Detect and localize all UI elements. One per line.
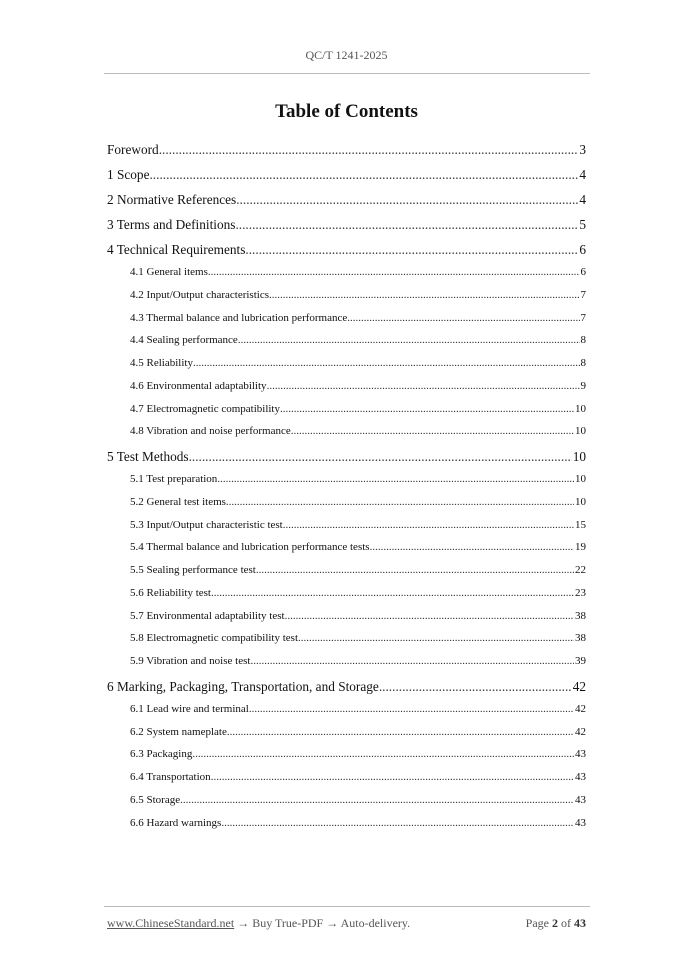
toc-entry-page: 15	[575, 518, 586, 531]
toc-entry[interactable]	[107, 398, 586, 421]
toc-entry-page: 4	[579, 192, 586, 207]
toc-entry-page: 38	[575, 609, 586, 622]
toc-entry-page: 6	[580, 266, 586, 278]
toc-entry-page: 43	[575, 748, 586, 761]
toc-entry[interactable]	[107, 352, 586, 375]
toc-entry-page: 42	[572, 678, 586, 694]
toc-entry-page: 7	[580, 311, 586, 324]
toc-entry[interactable]	[107, 213, 586, 236]
toc-entry-page: 43	[575, 816, 586, 829]
toc-entry[interactable]	[107, 284, 586, 307]
toc-entry-label: 5.6 Reliability test	[130, 586, 211, 599]
dot-leader	[280, 398, 574, 421]
dot-leader	[180, 789, 574, 812]
toc-entry-label: Foreword	[107, 142, 159, 157]
toc-entry-label: 5 Test Methods	[107, 449, 189, 464]
toc-entry-page: 42	[575, 702, 586, 715]
toc-entry-page: 22	[575, 564, 586, 576]
website-link[interactable]: www.ChineseStandard.net	[107, 916, 235, 930]
toc-entry-label: 4.4 Sealing performance	[130, 334, 238, 347]
toc-entry[interactable]	[107, 536, 586, 559]
toc-entry-label: 5.9 Vibration and noise test	[130, 655, 251, 667]
toc-entry-label: 5.1 Test preparation	[130, 473, 218, 485]
arrow-icon: →	[237, 916, 250, 930]
toc-entry[interactable]	[107, 743, 586, 766]
dot-leader	[291, 420, 574, 443]
toc-entry-label: 6 Marking, Packaging, Transportation, and Storage	[107, 678, 379, 694]
toc-entry[interactable]	[107, 514, 586, 537]
dot-leader	[245, 238, 578, 261]
toc-entry-page: 39	[575, 655, 586, 667]
dot-leader	[193, 352, 580, 375]
toc-entry-page: 43	[575, 771, 586, 783]
toc-entry[interactable]	[107, 675, 586, 698]
dot-leader	[235, 213, 578, 236]
toc-entry[interactable]	[107, 188, 586, 211]
dot-leader	[379, 675, 572, 698]
toc-entry-page: 8	[580, 357, 586, 369]
toc-entry-page: 42	[575, 725, 586, 738]
toc-entry-label: 6.6 Hazard warnings	[130, 816, 222, 829]
dot-leader	[238, 329, 580, 352]
dot-leader	[347, 307, 579, 330]
toc-entry-label: 5.8 Electromagnetic compatibility test	[130, 632, 299, 645]
toc-entry[interactable]	[107, 789, 586, 812]
dot-leader	[221, 812, 574, 835]
toc-entry-page: 38	[575, 632, 586, 645]
toc-entry-label: 1 Scope	[107, 167, 150, 182]
dot-leader	[192, 743, 574, 766]
toc-entry-page: 6	[579, 242, 586, 257]
toc-entry-page: 5	[579, 217, 586, 232]
toc-entry[interactable]	[107, 721, 586, 744]
toc-entry-label: 4.1 General items	[130, 266, 208, 278]
toc-entry[interactable]	[107, 812, 586, 835]
dot-leader	[267, 375, 580, 398]
dot-leader	[211, 766, 574, 789]
toc-entry-label: 4.2 Input/Output characteristics	[130, 288, 269, 301]
total-pages: 43	[574, 916, 586, 930]
arrow-icon: →	[326, 916, 339, 930]
toc-entry-label: 4.5 Reliability	[130, 357, 193, 369]
page-title: Table of Contents	[275, 101, 418, 122]
dot-leader	[149, 163, 578, 186]
toc-entry[interactable]	[107, 445, 586, 468]
toc-entry-label: 4.6 Environmental adaptability	[130, 379, 267, 392]
toc-entry-page: 19	[575, 541, 586, 554]
toc-entry[interactable]	[107, 261, 586, 284]
toc-entry[interactable]	[107, 582, 586, 605]
toc-entry[interactable]	[107, 375, 586, 398]
toc-entry-page: 10	[572, 449, 586, 464]
toc-entry[interactable]	[107, 627, 586, 650]
toc-entry[interactable]	[107, 138, 586, 161]
dot-leader	[370, 536, 574, 559]
toc-entry[interactable]	[107, 605, 586, 628]
toc-entry[interactable]	[107, 307, 586, 330]
page-indicator	[526, 916, 586, 931]
toc-entry-page: 10	[575, 402, 586, 415]
buy-text: Buy True-PDF	[252, 916, 324, 930]
toc-entry-label: 5.4 Thermal balance and lubrication performance tests	[130, 541, 370, 554]
dot-leader	[227, 721, 574, 744]
toc-entry-label: 5.5 Sealing performance test	[130, 564, 256, 576]
dot-leader	[283, 514, 574, 537]
dot-leader	[189, 445, 572, 468]
toc-entry[interactable]	[107, 650, 586, 673]
dot-leader	[250, 650, 574, 673]
toc-entry-label: 5.7 Environmental adaptability test	[130, 609, 285, 622]
header-divider	[104, 73, 590, 74]
of-word: of	[561, 916, 571, 930]
toc-entry[interactable]	[107, 329, 586, 352]
toc-entry-label: 4.8 Vibration and noise performance	[130, 425, 291, 438]
toc-entry-label: 6.2 System nameplate	[130, 725, 227, 738]
dot-leader	[269, 284, 580, 307]
dot-leader	[285, 605, 574, 628]
toc-entry[interactable]	[107, 698, 586, 721]
toc-entry-label: 4.3 Thermal balance and lubrication performance	[130, 311, 348, 324]
table-of-contents	[107, 136, 586, 834]
toc-entry[interactable]	[107, 468, 586, 491]
toc-entry-page: 3	[579, 142, 586, 157]
toc-entry-label: 5.3 Input/Output characteristic test	[130, 518, 283, 531]
page-word: Page	[525, 916, 549, 930]
toc-entry-label: 2 Normative References	[107, 192, 237, 207]
dot-leader	[298, 627, 574, 650]
toc-entry-label: 5.2 General test items	[130, 495, 226, 508]
dot-leader	[211, 582, 574, 605]
dot-leader	[208, 261, 580, 284]
delivery-text: Auto-delivery.	[340, 916, 411, 930]
dot-leader	[159, 138, 579, 161]
footer-divider	[104, 906, 590, 907]
footer	[107, 916, 586, 931]
toc-entry-label: 4.7 Electromagnetic compatibility	[130, 402, 280, 415]
toc-entry-page: 23	[575, 586, 586, 599]
toc-entry-page: 43	[575, 793, 586, 806]
current-page: 2	[552, 916, 558, 930]
dot-leader	[236, 188, 578, 211]
toc-entry-label: 6.3 Packaging	[130, 748, 193, 761]
toc-entry[interactable]	[107, 420, 586, 443]
toc-entry-page: 10	[575, 425, 586, 438]
toc-entry-page: 9	[580, 379, 586, 392]
footer-left	[107, 916, 410, 931]
toc-entry[interactable]	[107, 238, 586, 261]
toc-entry-page: 8	[580, 334, 586, 347]
toc-entry-page: 4	[579, 167, 586, 182]
toc-entry-label: 6.5 Storage	[130, 793, 181, 806]
toc-entry[interactable]	[107, 559, 586, 582]
toc-entry-label: 4 Technical Requirements	[107, 242, 246, 257]
dot-leader	[249, 698, 574, 721]
dot-leader	[256, 559, 574, 582]
dot-leader	[226, 491, 574, 514]
toc-entry-label: 6.4 Transportation	[130, 771, 211, 783]
toc-entry[interactable]	[107, 491, 586, 514]
toc-entry[interactable]	[107, 766, 586, 789]
toc-entry-page: 10	[575, 495, 586, 508]
toc-entry-page: 7	[580, 288, 586, 301]
toc-entry-label: 3 Terms and Definitions	[107, 217, 236, 232]
dot-leader	[217, 468, 574, 491]
toc-entry-page: 10	[575, 473, 586, 485]
toc-entry-label: 6.1 Lead wire and terminal	[130, 702, 249, 715]
running-header: QC/T 1241-2025	[305, 48, 388, 62]
toc-entry[interactable]	[107, 163, 586, 186]
